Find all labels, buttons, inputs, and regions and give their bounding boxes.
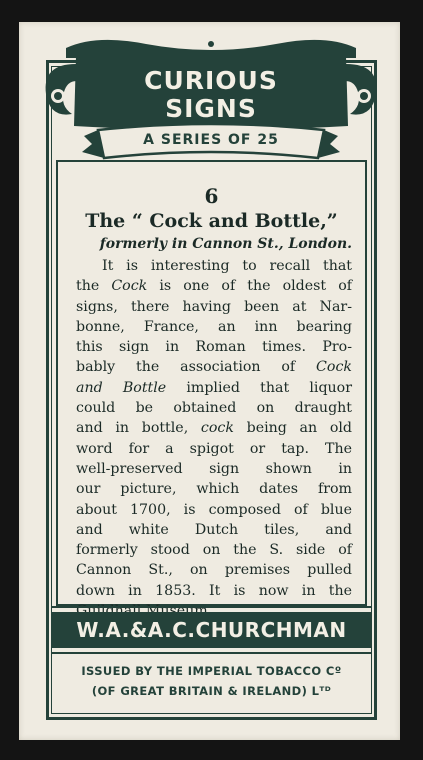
header-banner: [36, 34, 369, 164]
description-line: down in 1853. It is now in the: [76, 582, 352, 599]
description-line: our picture, which dates from: [76, 481, 352, 498]
description-line: this sign in Roman times. Pro-: [76, 339, 352, 356]
issuer-line-2: (OF GREAT BRITAIN & IRELAND) Lᵀᴰ: [91, 684, 332, 698]
maker-top-rule: [52, 606, 371, 608]
description-line: the Cock is one of the oldest of: [76, 278, 353, 295]
card-description: [76, 256, 352, 621]
card-heading: The “ Cock and Bottle,”: [85, 210, 338, 232]
description-line: and Bottle implied that liquor: [76, 379, 352, 396]
description-line: Cannon St., on premises pulled: [76, 562, 352, 579]
title-signs: SIGNS: [165, 94, 257, 123]
description-line: It is interesting to recall that: [102, 258, 352, 274]
card-number: 6: [204, 184, 219, 208]
description-line: about 1700, is composed of blue: [76, 501, 352, 518]
maker-bottom-rule: [52, 652, 371, 654]
series-ribbon-text: A SERIES OF 25: [143, 132, 279, 148]
description-line: signs, there having been at Nar-: [76, 298, 352, 315]
card-subheading: formerly in Cannon St., London.: [99, 236, 352, 252]
description-line: word for a spigot or tap. The: [76, 440, 352, 457]
issuer-line-1: ISSUED BY THE IMPERIAL TOBACCO Cº: [81, 664, 342, 678]
description-line: and white Dutch tiles, and: [76, 521, 352, 538]
description-line: bonne, France, an inn bearing: [76, 318, 352, 335]
maker-banner: W.A.&A.C.CHURCHMAN: [52, 612, 371, 648]
description-line: could be obtained on draught: [76, 400, 352, 417]
title-curious: CURIOUS: [144, 66, 278, 95]
description-line: bably the association of Cock: [76, 359, 352, 376]
description-line: formerly stood on the S. side of: [76, 542, 352, 559]
description-line: and in bottle, cock being an old: [76, 420, 352, 437]
description-line: well-preserved sign shown in: [76, 460, 352, 477]
